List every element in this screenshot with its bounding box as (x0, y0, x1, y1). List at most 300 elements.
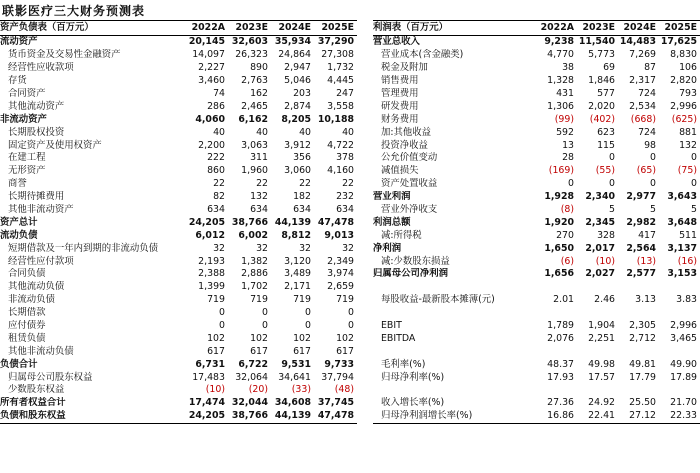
row-value: 6,722 (238, 358, 268, 370)
row-value: 47,478 (317, 216, 354, 228)
row-value (618, 281, 659, 294)
row-label: 长期股权投资 (8, 126, 65, 138)
row-value: 2,227 (198, 62, 225, 74)
income-header-row (373, 21, 700, 36)
row-value: 6,162 (238, 113, 268, 125)
page-title: 联影医疗三大财务预测表 (2, 4, 146, 18)
row-label: 减:少数股东损益 (381, 255, 450, 267)
row-value: 0 (609, 178, 615, 190)
row-value: 8,830 (670, 49, 697, 61)
row-label: 加:其他收益 (381, 126, 432, 138)
row-value: 2,820 (670, 75, 697, 87)
income-row (373, 204, 700, 217)
row-value: 511 (679, 229, 697, 241)
row-value: 2,317 (629, 75, 656, 87)
row-label: 税金及附加 (381, 62, 428, 74)
row-label: 投资净收益 (381, 139, 428, 151)
row-label: 长期待摊费用 (8, 191, 65, 203)
income-row (373, 229, 700, 242)
row-value: 38 (562, 62, 574, 74)
row-value: 14,483 (619, 36, 656, 48)
row-label: 经营性应收款项 (8, 62, 74, 74)
row-value: 32 (342, 242, 354, 254)
income-row (373, 88, 700, 101)
balance-row (0, 178, 357, 191)
row-value: 132 (679, 139, 697, 151)
income-row (373, 255, 700, 268)
row-value: 2,874 (284, 100, 311, 112)
row-value: 3,465 (670, 332, 697, 344)
row-value: 2.01 (553, 294, 574, 306)
row-value: 634 (293, 204, 311, 216)
row-value: 860 (207, 165, 225, 177)
row-value (577, 281, 618, 294)
row-value: 2,577 (626, 268, 656, 280)
row-value: 0 (650, 152, 656, 164)
row-value: 162 (250, 88, 268, 99)
row-label: 非流动负债 (8, 294, 55, 306)
row-value: 793 (679, 88, 697, 99)
row-value (577, 384, 618, 397)
row-value: 356 (293, 152, 311, 164)
income-row (373, 345, 700, 358)
row-value: 2,996 (670, 320, 697, 332)
row-value (536, 307, 577, 320)
row-value: 5,046 (284, 75, 311, 87)
income-row (373, 191, 700, 204)
row-value: 4,445 (327, 75, 354, 87)
row-label: 财务费用 (381, 113, 419, 125)
row-label: 减值损失 (381, 165, 419, 177)
row-value: 719 (207, 294, 225, 306)
balance-row (0, 242, 357, 255)
row-value: 102 (207, 332, 225, 344)
row-value: 4,060 (195, 113, 225, 125)
row-value: 270 (556, 229, 574, 241)
row-value: 24,205 (186, 410, 228, 423)
row-value: 44,139 (271, 410, 314, 423)
row-value (659, 345, 700, 358)
row-label: EBIT (381, 320, 402, 332)
row-value: 10,188 (317, 113, 354, 125)
row-value: 87 (644, 62, 656, 74)
row-value: 2,171 (284, 281, 311, 293)
row-value: 6,002 (238, 229, 268, 241)
row-value: 44,139 (274, 216, 311, 228)
row-value: 2,345 (585, 216, 615, 228)
row-value: (65) (636, 165, 656, 177)
row-value: 2,305 (629, 320, 656, 332)
row-label: 利润总额 (373, 216, 411, 228)
row-label: 营业成本(含金融类) (381, 49, 464, 61)
row-value: 32,044 (231, 397, 268, 409)
row-label: 固定资产及使用权资产 (8, 139, 102, 151)
row-label: 流动负债 (0, 229, 38, 241)
row-value: 34,608 (274, 397, 311, 409)
row-value (577, 345, 618, 358)
income-row (373, 268, 700, 281)
row-value: 82 (213, 191, 225, 203)
balance-row (0, 216, 357, 229)
income-row (373, 49, 700, 62)
row-value: 2,947 (284, 62, 311, 74)
balance-row (0, 229, 357, 242)
row-value: (10) (595, 255, 615, 267)
row-value: 2,340 (585, 191, 615, 203)
row-value: 1,789 (547, 320, 574, 332)
income-row (373, 410, 700, 423)
row-value: 2,076 (547, 332, 574, 344)
row-value: 9,238 (544, 36, 574, 48)
row-value: 719 (250, 294, 268, 306)
income-row (373, 178, 700, 191)
row-value (536, 281, 577, 294)
row-value: 577 (597, 88, 615, 99)
row-value: 32 (213, 242, 225, 254)
row-label: 其他非流动资产 (8, 204, 74, 216)
row-label: 其他流动负债 (8, 281, 65, 293)
income-row (373, 332, 700, 345)
year-header: 2022A (186, 21, 228, 36)
row-value: (75) (677, 165, 697, 177)
row-value: 617 (336, 345, 354, 357)
row-value: 2,763 (241, 75, 268, 87)
income-row (373, 320, 700, 333)
row-value: 38,766 (231, 216, 268, 228)
row-label: 负债和股东权益 (0, 410, 186, 423)
row-value: 431 (556, 88, 574, 99)
year-header: 2025E (659, 21, 700, 36)
row-label: 营业总收入 (373, 36, 420, 48)
row-label: 合同资产 (8, 88, 46, 99)
row-value: 2,017 (585, 242, 615, 254)
row-value: 0 (219, 307, 225, 319)
row-value (659, 384, 700, 397)
balance-row (0, 281, 357, 294)
row-value: 232 (336, 191, 354, 203)
row-label: 存货 (8, 75, 27, 87)
row-value: 1,920 (544, 216, 574, 228)
row-label: 经营性应付款项 (8, 255, 74, 267)
row-label (373, 281, 536, 294)
row-value: 1,732 (327, 62, 354, 74)
row-value: 22 (342, 178, 354, 190)
row-value: 17,625 (660, 36, 697, 48)
row-label: 其他非流动负债 (8, 345, 74, 357)
row-value: 115 (597, 139, 615, 151)
income-header-title: 利润表（百万元） (373, 21, 536, 36)
row-value: 8,812 (281, 229, 311, 241)
row-value: 13 (562, 139, 574, 151)
row-value: 724 (638, 126, 656, 138)
row-value: 881 (679, 126, 697, 138)
row-value: 592 (556, 126, 574, 138)
row-value: 3,137 (667, 242, 697, 254)
row-label: 归属母公司股东权益 (8, 371, 93, 383)
row-value: 719 (336, 294, 354, 306)
balance-sheet-table (0, 20, 357, 424)
year-header: 2025E (314, 21, 357, 36)
row-value: 3,120 (284, 255, 311, 267)
row-value: 17,474 (188, 397, 225, 409)
row-value: 37,745 (317, 397, 354, 409)
balance-row (0, 204, 357, 217)
row-value: 3,643 (667, 191, 697, 203)
row-value: 22 (213, 178, 225, 190)
row-label: 应付债券 (8, 320, 46, 332)
balance-row (0, 255, 357, 268)
row-value: 0 (219, 320, 225, 332)
row-value: 634 (207, 204, 225, 216)
balance-row (0, 345, 357, 358)
row-value: 2,465 (241, 100, 268, 112)
row-label: 归母净利率(%) (381, 371, 445, 383)
row-value: 22 (299, 178, 311, 190)
row-value: 20,145 (188, 36, 225, 48)
row-value: 0 (305, 320, 311, 332)
row-value: 32 (256, 242, 268, 254)
row-value (536, 384, 577, 397)
row-value: 2,982 (626, 216, 656, 228)
row-label: 长期借款 (8, 307, 46, 319)
row-value: 0 (650, 178, 656, 190)
row-value: 27.36 (547, 397, 574, 409)
row-value: 24,205 (188, 216, 225, 228)
balance-row (0, 165, 357, 178)
balance-row (0, 410, 357, 423)
row-value: 74 (213, 88, 225, 99)
row-value: (10) (205, 384, 225, 396)
row-value: (13) (636, 255, 656, 267)
income-row (373, 152, 700, 165)
income-row (373, 100, 700, 113)
balance-row (0, 75, 357, 88)
year-header: 2024E (618, 21, 659, 36)
income-row (373, 384, 700, 397)
row-label: 营业外净收支 (381, 204, 438, 216)
row-value (618, 307, 659, 320)
row-value (659, 307, 700, 320)
row-label: 流动资产 (0, 36, 38, 48)
row-value: 3,974 (327, 268, 354, 280)
income-row (373, 36, 700, 49)
row-label: 营业利润 (373, 191, 411, 203)
row-label: 毛利率(%) (381, 358, 426, 370)
row-value: 623 (597, 126, 615, 138)
income-row (373, 216, 700, 229)
row-value: 3,060 (284, 165, 311, 177)
row-value: 40 (299, 126, 311, 138)
row-label: 在建工程 (8, 152, 46, 164)
row-label: 负债合计 (0, 358, 38, 370)
row-value: 47,478 (314, 410, 357, 423)
row-label (373, 384, 536, 397)
row-value: 48.37 (547, 358, 574, 370)
row-label: 其他流动资产 (8, 100, 65, 112)
row-value: 28 (562, 152, 574, 164)
income-row (373, 165, 700, 178)
row-value: 32,603 (231, 36, 268, 48)
row-value: 2,027 (585, 268, 615, 280)
row-value: 1,656 (544, 268, 574, 280)
row-value: 2,659 (327, 281, 354, 293)
income-row (373, 62, 700, 75)
row-value: (6) (560, 255, 574, 267)
income-row (373, 294, 700, 307)
income-row (373, 281, 700, 294)
row-value: 22.33 (659, 410, 700, 423)
row-value: 724 (638, 88, 656, 99)
row-value: 27.12 (618, 410, 659, 423)
row-value: 5 (650, 204, 656, 216)
row-value: 7,269 (629, 49, 656, 61)
row-label: 商誉 (8, 178, 27, 190)
row-value: 40 (256, 126, 268, 138)
balance-row (0, 332, 357, 345)
row-label: 无形资产 (8, 165, 46, 177)
income-row (373, 113, 700, 126)
balance-row (0, 191, 357, 204)
row-value: 25.50 (629, 397, 656, 409)
balance-row (0, 294, 357, 307)
row-value: 182 (293, 191, 311, 203)
row-value: 1,928 (544, 191, 574, 203)
balance-row (0, 320, 357, 333)
row-value: 311 (250, 152, 268, 164)
row-value: (169) (548, 165, 574, 177)
income-row (373, 242, 700, 255)
row-value: 1,650 (544, 242, 574, 254)
row-value: 0 (348, 320, 354, 332)
row-value: 378 (336, 152, 354, 164)
row-value: 1,328 (547, 75, 574, 87)
row-value: 3,648 (667, 216, 697, 228)
balance-row (0, 139, 357, 152)
row-value: 2,020 (588, 100, 615, 112)
row-value: 2,996 (670, 100, 697, 112)
balance-row (0, 88, 357, 101)
row-value: 5 (609, 204, 615, 216)
row-value: 9,733 (324, 358, 354, 370)
balance-header-row (0, 21, 357, 36)
row-value: 49.90 (670, 358, 697, 370)
row-label: 研发费用 (381, 100, 419, 112)
row-value: 102 (293, 332, 311, 344)
row-value: 8,205 (281, 113, 311, 125)
row-value: 617 (250, 345, 268, 357)
row-value: (625) (671, 113, 697, 125)
row-label: 合同负债 (8, 268, 46, 280)
row-value: 1,960 (241, 165, 268, 177)
income-row (373, 397, 700, 410)
row-value: 102 (336, 332, 354, 344)
row-value: 617 (293, 345, 311, 357)
balance-row (0, 384, 357, 397)
row-value: 69 (603, 62, 615, 74)
row-value: 35,934 (274, 36, 311, 48)
row-value: 14,097 (192, 49, 225, 61)
row-value (618, 345, 659, 358)
row-value: 37,290 (317, 36, 354, 48)
balance-header-title: 资产负债表（百万元） (0, 21, 186, 36)
row-value: (55) (595, 165, 615, 177)
balance-row (0, 307, 357, 320)
row-value: 6,731 (195, 358, 225, 370)
row-value: (48) (334, 384, 354, 396)
row-value: (16) (677, 255, 697, 267)
balance-row (0, 371, 357, 384)
row-label: 租赁负债 (8, 332, 46, 344)
row-value: (20) (248, 384, 268, 396)
row-label: 资产处置收益 (381, 178, 438, 190)
row-value: 222 (207, 152, 225, 164)
row-value (659, 281, 700, 294)
row-value: 32 (299, 242, 311, 254)
row-value: 26,323 (235, 49, 268, 61)
balance-row (0, 152, 357, 165)
row-value: 106 (679, 62, 697, 74)
row-value: 3,489 (284, 268, 311, 280)
row-label: 每股收益-最新股本摊薄(元) (381, 294, 495, 306)
row-value: 1,904 (588, 320, 615, 332)
row-label: 管理费用 (381, 88, 419, 99)
row-value: 4,770 (547, 49, 574, 61)
row-value: 247 (336, 88, 354, 99)
row-value: 1,846 (588, 75, 615, 87)
row-label: 非流动资产 (0, 113, 47, 125)
row-value: 21.70 (670, 397, 697, 409)
row-value: (402) (589, 113, 615, 125)
income-statement-table (373, 20, 700, 424)
balance-row (0, 268, 357, 281)
balance-row (0, 397, 357, 410)
row-value: 2,349 (327, 255, 354, 267)
row-value: 328 (597, 229, 615, 241)
row-label: 销售费用 (381, 75, 419, 87)
row-value (577, 307, 618, 320)
row-value: 132 (250, 191, 268, 203)
row-value: 40 (342, 126, 354, 138)
row-value: 9,531 (281, 358, 311, 370)
row-value: 2,388 (198, 268, 225, 280)
row-label: 收入增长率(%) (381, 397, 445, 409)
row-value: 5 (691, 204, 697, 216)
row-value: 890 (250, 62, 268, 74)
row-value: 17.57 (588, 371, 615, 383)
income-row (373, 307, 700, 320)
row-value: 37,794 (321, 371, 354, 383)
row-value: 11,540 (578, 36, 615, 48)
row-value: (8) (560, 204, 574, 216)
row-value: 2,977 (626, 191, 656, 203)
row-value: 2.46 (594, 294, 615, 306)
row-value: 0 (262, 320, 268, 332)
row-label: EBITDA (381, 332, 416, 344)
row-label: 归母净利润增长率(%) (373, 410, 536, 423)
row-value: (668) (630, 113, 656, 125)
row-value: 98 (644, 139, 656, 151)
row-value (536, 345, 577, 358)
row-value: 32,064 (235, 371, 268, 383)
row-value: 0 (348, 307, 354, 319)
income-row (373, 126, 700, 139)
row-value: 2,886 (241, 268, 268, 280)
row-value: 3,912 (284, 139, 311, 151)
row-value: 17.89 (670, 371, 697, 383)
row-value: 0 (568, 178, 574, 190)
row-value: 2,712 (629, 332, 656, 344)
row-label: 公允价值变动 (381, 152, 438, 164)
